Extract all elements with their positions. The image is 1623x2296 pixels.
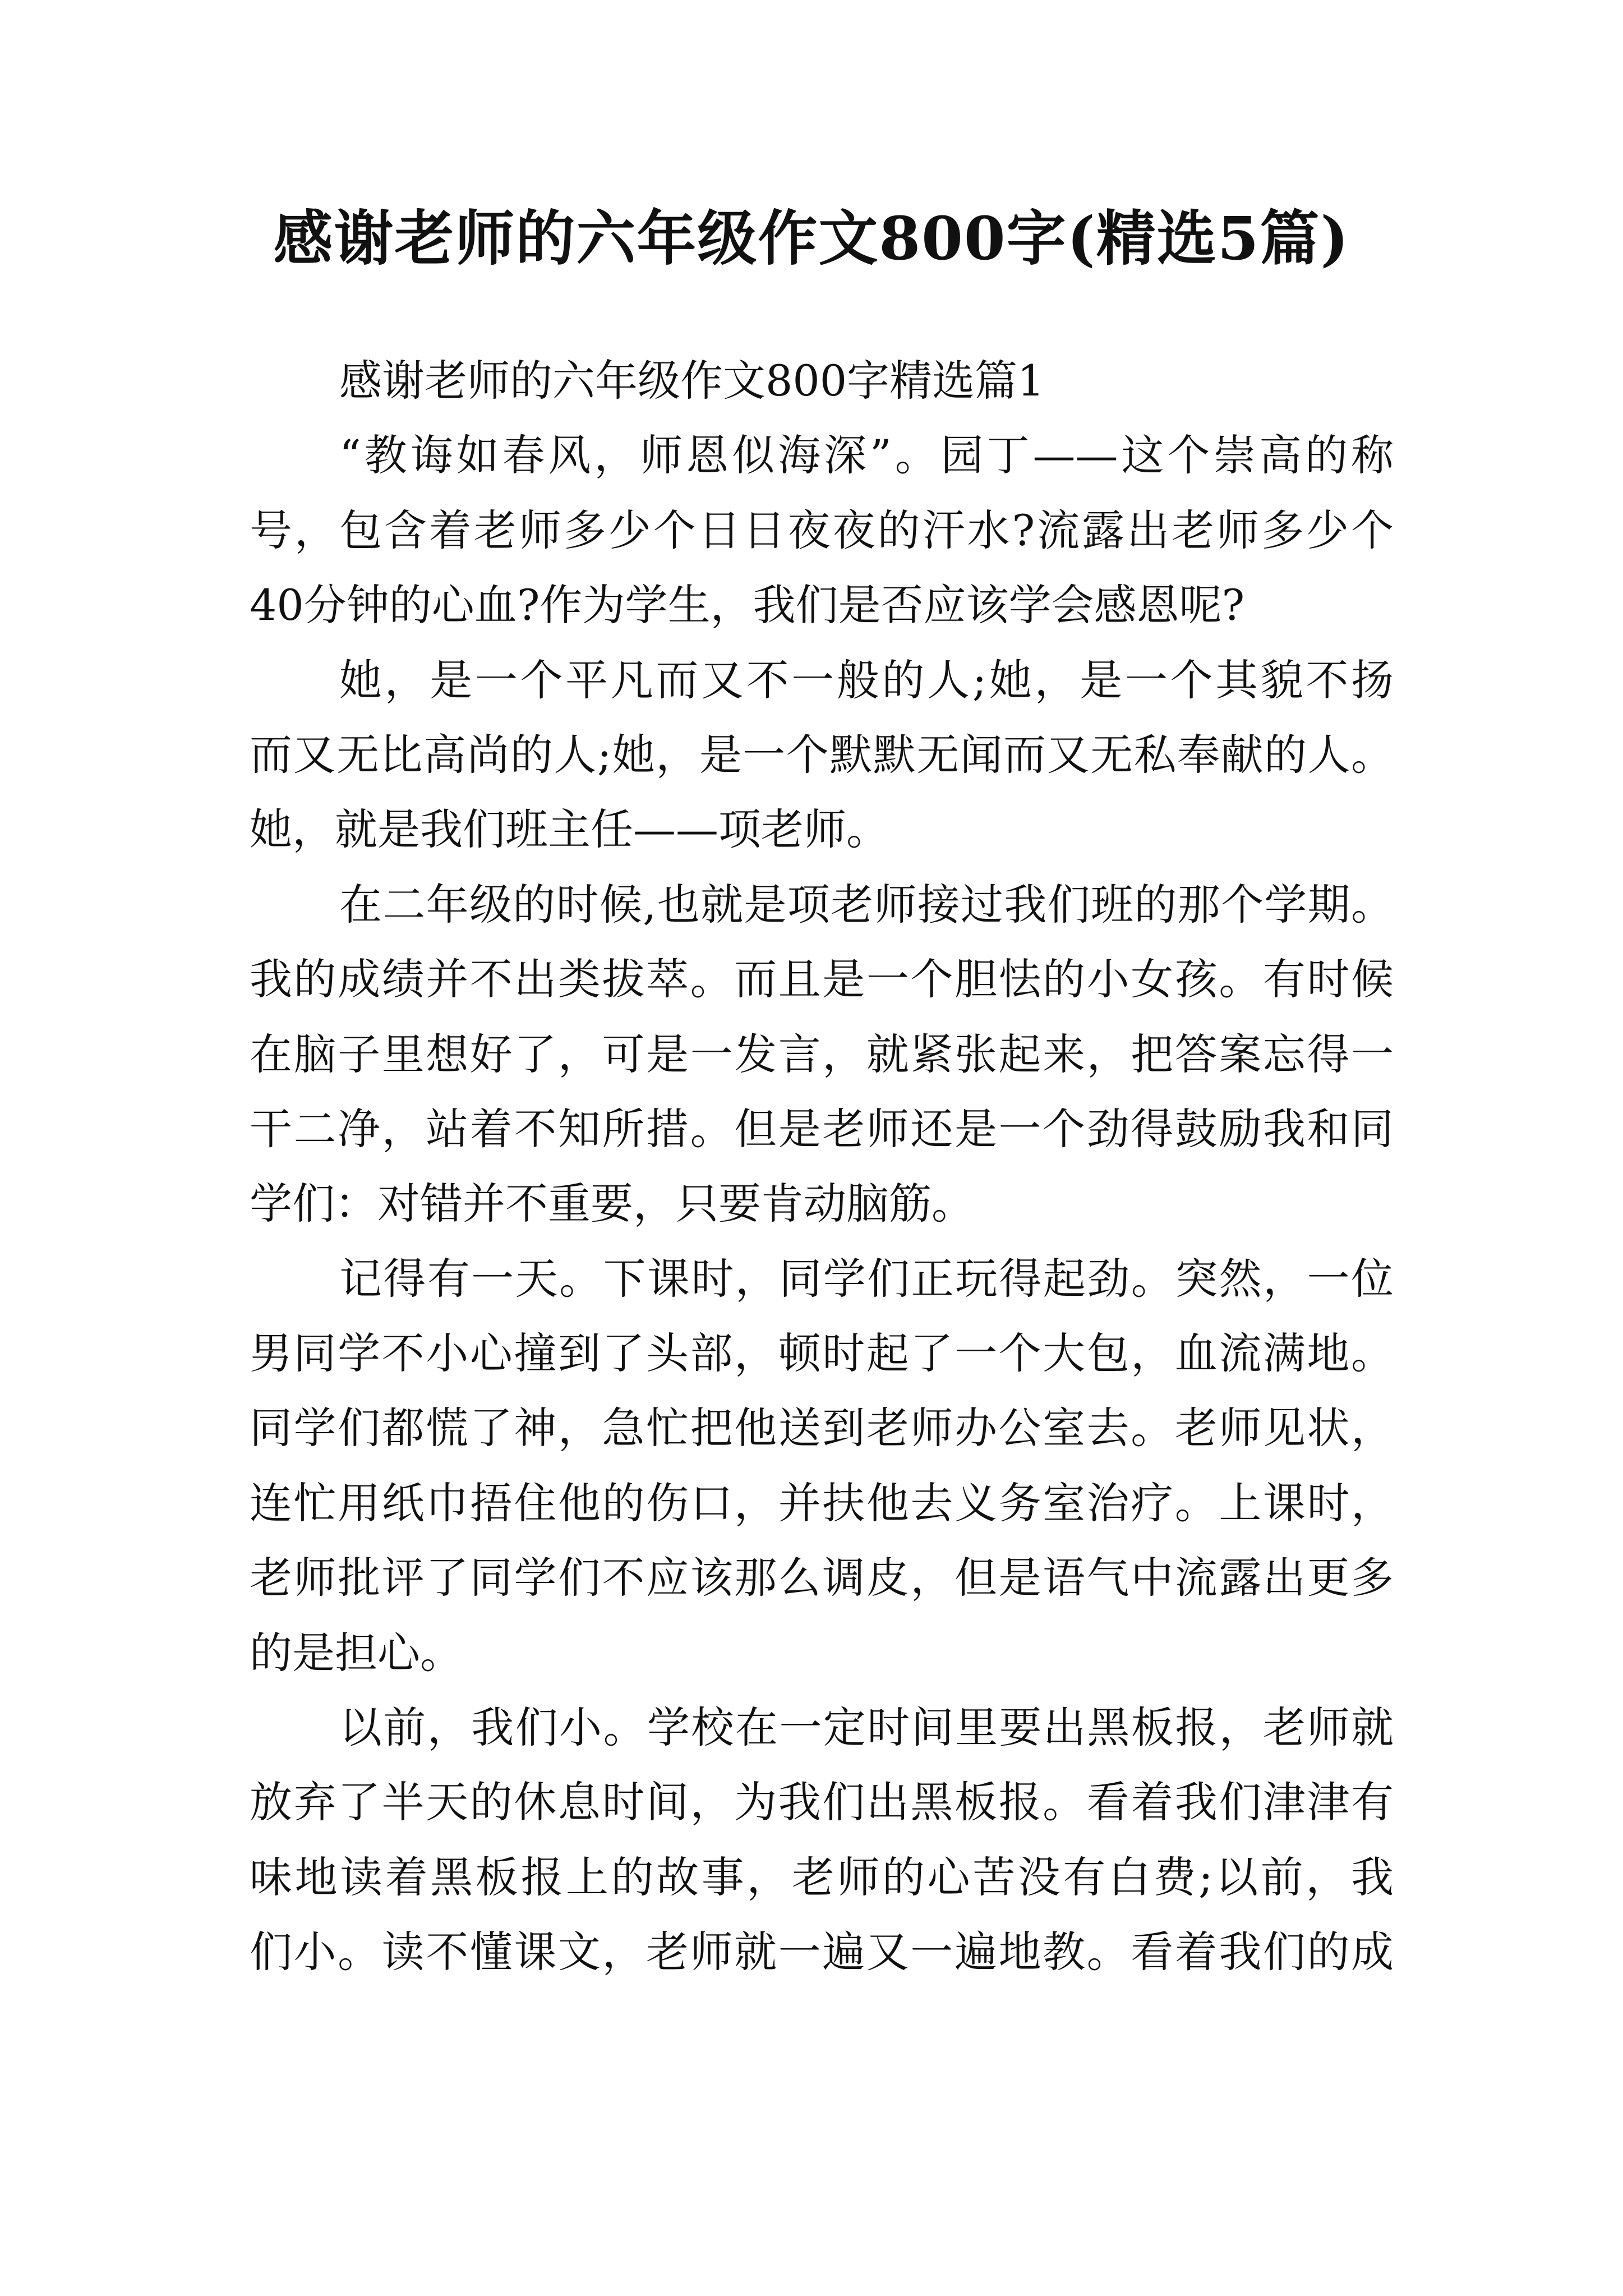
text-line: 的是担心。 — [250, 1627, 463, 1678]
text-line: 记得有一天。下课时，同学们正玩得起劲。突然，一位 — [339, 1253, 1394, 1304]
text-line: 感谢老师的六年级作文800字精选篇1 — [339, 356, 1045, 406]
text-line: 而又无比高尚的人;她，是一个默默无闻而又无私奉献的人。 — [250, 729, 1394, 780]
text-line: 放弃了半天的休息时间，为我们出黑板报。看着我们津津有 — [250, 1777, 1394, 1828]
text-line: 连忙用纸巾捂住他的伤口，并扶他去义务室治疗。上课时， — [250, 1478, 1394, 1528]
text-line: 在二年级的时候,也就是项老师接过我们班的那个学期。 — [339, 879, 1394, 930]
text-line: 干二净，站着不知所措。但是老师还是一个劲得鼓励我和同 — [250, 1103, 1394, 1154]
document-body — [250, 343, 1394, 1990]
text-line: “教诲如春风，师恩似海深”。园丁——这个崇高的称 — [339, 430, 1394, 481]
text-line: 在脑子里想好了，可是一发言，就紧张起来，把答案忘得一 — [250, 1029, 1394, 1079]
text-line: 我的成绩并不出类拔萃。而且是一个胆怯的小女孩。有时候 — [250, 954, 1394, 1005]
text-line: 老师批评了同学们不应该那么调皮，但是语气中流露出更多 — [250, 1553, 1394, 1603]
text-line: 号，包含着老师多少个日日夜夜的汗水?流露出老师多少个 — [250, 505, 1394, 555]
text-line: 40分钟的心血?作为学生，我们是否应该学会感恩呢? — [250, 580, 1245, 631]
text-line: 她，就是我们班主任——项老师。 — [250, 804, 889, 855]
text-line: 以前，我们小。学校在一定时间里要出黑板报，老师就 — [339, 1703, 1394, 1753]
text-line: 学们：对错并不重要，只要肯动脑筋。 — [250, 1179, 974, 1229]
text-line: 男同学不小心撞到了头部，顿时起了一个大包，血流满地。 — [250, 1328, 1394, 1379]
text-line: 她，是一个平凡而又不一般的人;她，是一个其貌不扬 — [339, 655, 1394, 705]
text-line: 味地读着黑板报上的故事，老师的心苦没有白费;以前，我 — [250, 1852, 1394, 1902]
text-line: 们小。读不懂课文，老师就一遍又一遍地教。看着我们的成 — [250, 1927, 1394, 1977]
text-line: 同学们都慌了神，急忙把他送到老师办公室去。老师见状， — [250, 1403, 1394, 1453]
document-title: 感谢老师的六年级作文800字(精选5篇) — [273, 203, 1350, 273]
